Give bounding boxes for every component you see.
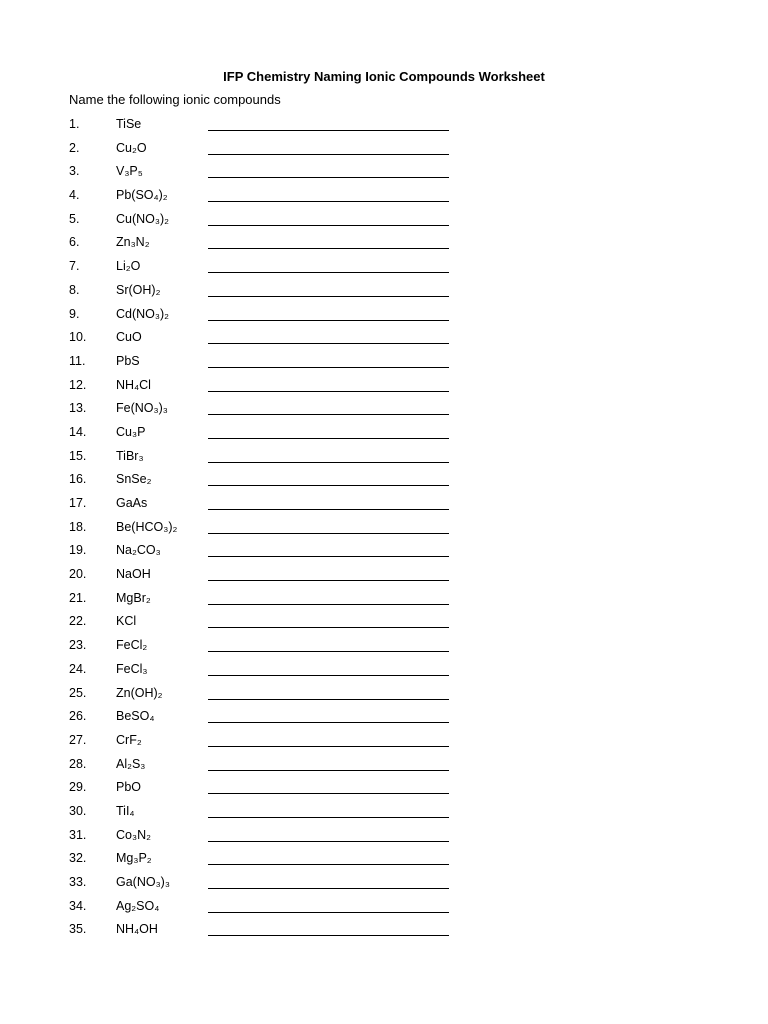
compound-formula: Li₂O	[116, 259, 141, 274]
compound-formula: Mg₃P₂	[116, 851, 152, 866]
item-number: 30.	[69, 803, 87, 818]
list-item	[0, 898, 768, 922]
compound-formula: GaAs	[116, 496, 148, 510]
item-number: 27.	[69, 732, 87, 747]
item-number: 20.	[69, 567, 87, 582]
item-number: 28.	[69, 756, 87, 771]
compound-formula: PbO	[116, 780, 142, 795]
answer-blank[interactable]	[208, 699, 449, 700]
compound-formula: NH₄OH	[116, 922, 158, 937]
item-number: 34.	[69, 898, 87, 913]
item-number: 26.	[69, 709, 87, 724]
answer-blank[interactable]	[208, 485, 449, 486]
list-item	[0, 448, 768, 472]
list-item	[0, 637, 768, 661]
compound-formula: V₃P₅	[116, 164, 143, 179]
answer-blank[interactable]	[208, 272, 449, 273]
compound-formula: KCl	[116, 614, 137, 629]
list-item	[0, 613, 768, 637]
answer-blank[interactable]	[208, 675, 449, 676]
list-item	[0, 519, 768, 543]
compound-formula: Ga(NO₃)₃	[116, 875, 170, 889]
list-item	[0, 542, 768, 566]
list-item	[0, 685, 768, 709]
item-number: 31.	[69, 827, 87, 842]
list-item	[0, 590, 768, 614]
answer-blank[interactable]	[208, 935, 449, 936]
list-item	[0, 471, 768, 495]
item-number: 8.	[69, 282, 80, 297]
list-item	[0, 211, 768, 235]
item-number: 3.	[69, 164, 80, 179]
answer-blank[interactable]	[208, 722, 449, 723]
item-number: 1.	[69, 117, 80, 131]
compound-formula: Zn₃N₂	[116, 235, 150, 250]
item-number: 22.	[69, 614, 87, 629]
answer-blank[interactable]	[208, 438, 449, 439]
item-number: 13.	[69, 401, 87, 416]
item-number: 23.	[69, 638, 87, 653]
list-item	[0, 187, 768, 211]
answer-blank[interactable]	[208, 580, 449, 581]
compound-formula: TiBr₃	[116, 448, 144, 463]
answer-blank[interactable]	[208, 841, 449, 842]
compound-formula: Cu₂O	[116, 140, 147, 155]
compound-formula: FeCl₃	[116, 661, 148, 676]
answer-blank[interactable]	[208, 130, 449, 131]
list-item	[0, 495, 768, 519]
answer-blank[interactable]	[208, 462, 449, 463]
answer-blank[interactable]	[208, 414, 449, 415]
answer-blank[interactable]	[208, 746, 449, 747]
answer-blank[interactable]	[208, 912, 449, 913]
compound-formula: Sr(OH)₂	[116, 282, 161, 297]
list-item	[0, 661, 768, 685]
compound-formula: PbS	[116, 353, 140, 368]
compound-formula: Be(HCO₃)₂	[116, 519, 178, 534]
list-item	[0, 850, 768, 874]
compound-formula: Pb(SO₄)₂	[116, 188, 168, 203]
answer-blank[interactable]	[208, 296, 449, 297]
answer-blank[interactable]	[208, 391, 449, 392]
compound-formula: NaOH	[116, 567, 151, 582]
compound-formula: NH₄Cl	[116, 377, 151, 392]
compound-formula: Co₃N₂	[116, 827, 151, 842]
list-item	[0, 306, 768, 330]
answer-blank[interactable]	[208, 604, 449, 605]
item-number: 6.	[69, 235, 80, 250]
item-number: 2.	[69, 140, 80, 155]
list-item	[0, 732, 768, 756]
item-number: 14.	[69, 424, 87, 439]
answer-blank[interactable]	[208, 556, 449, 557]
compound-formula: Cu₃P	[116, 424, 146, 439]
list-item	[0, 827, 768, 851]
item-number: 25.	[69, 685, 87, 700]
list-item	[0, 424, 768, 448]
list-item	[0, 282, 768, 306]
item-number: 32.	[69, 851, 87, 866]
item-number: 35.	[69, 922, 87, 937]
answer-blank[interactable]	[208, 248, 449, 249]
instructions-text: Name the following ionic compounds	[69, 92, 281, 107]
list-item	[0, 779, 768, 803]
compound-formula: Cd(NO₃)₂	[116, 306, 169, 321]
compound-formula: Cu(NO₃)₂	[116, 211, 169, 226]
list-item	[0, 258, 768, 282]
item-number: 12.	[69, 377, 87, 392]
item-number: 11.	[69, 353, 86, 368]
item-number: 16.	[69, 472, 87, 487]
answer-blank[interactable]	[208, 509, 449, 510]
answer-blank[interactable]	[208, 154, 449, 155]
answer-blank[interactable]	[208, 770, 449, 771]
item-number: 17.	[69, 496, 87, 510]
item-number: 18.	[69, 519, 87, 534]
item-number: 4.	[69, 188, 80, 203]
item-number: 24.	[69, 661, 87, 676]
item-number: 10.	[69, 330, 87, 345]
list-item	[0, 116, 768, 140]
list-item	[0, 329, 768, 353]
list-item	[0, 377, 768, 401]
list-item	[0, 921, 768, 945]
answer-blank[interactable]	[208, 533, 449, 534]
item-number: 21.	[69, 590, 87, 605]
compound-formula: TiI₄	[116, 803, 135, 818]
item-number: 33.	[69, 875, 87, 889]
list-item	[0, 566, 768, 590]
compound-formula: FeCl₂	[116, 638, 148, 653]
item-number: 7.	[69, 259, 80, 274]
list-item	[0, 803, 768, 827]
answer-blank[interactable]	[208, 627, 449, 628]
answer-blank[interactable]	[208, 888, 449, 889]
answer-blank[interactable]	[208, 177, 449, 178]
compound-formula: BeSO₄	[116, 709, 155, 724]
list-item	[0, 163, 768, 187]
list-item	[0, 756, 768, 780]
answer-blank[interactable]	[208, 320, 449, 321]
compound-formula: MgBr₂	[116, 590, 151, 605]
compound-formula: Na₂CO₃	[116, 543, 161, 558]
answer-blank[interactable]	[208, 201, 449, 202]
list-item	[0, 874, 768, 898]
list-item	[0, 140, 768, 164]
compound-formula: SnSe₂	[116, 472, 152, 487]
list-item	[0, 400, 768, 424]
worksheet-title: IFP Chemistry Naming Ionic Compounds Worksheet	[223, 69, 545, 84]
compound-formula: Ag₂SO₄	[116, 898, 160, 913]
item-number: 19.	[69, 543, 87, 558]
compound-formula: Al₂S₃	[116, 756, 146, 771]
compound-formula: CuO	[116, 330, 142, 345]
compound-formula: Zn(OH)₂	[116, 685, 163, 700]
answer-blank[interactable]	[208, 367, 449, 368]
answer-blank[interactable]	[208, 343, 449, 344]
answer-blank[interactable]	[208, 817, 449, 818]
item-number: 5.	[69, 211, 80, 226]
answer-blank[interactable]	[208, 793, 449, 794]
answer-blank[interactable]	[208, 225, 449, 226]
item-number: 15.	[69, 448, 87, 463]
answer-blank[interactable]	[208, 864, 449, 865]
compound-formula: CrF₂	[116, 732, 142, 747]
compound-formula: TiSe	[116, 117, 142, 131]
compound-list	[0, 116, 768, 945]
compound-formula: Fe(NO₃)₃	[116, 401, 168, 416]
item-number: 29.	[69, 780, 87, 795]
item-number: 9.	[69, 306, 80, 321]
list-item	[0, 234, 768, 258]
answer-blank[interactable]	[208, 651, 449, 652]
list-item	[0, 708, 768, 732]
list-item	[0, 353, 768, 377]
